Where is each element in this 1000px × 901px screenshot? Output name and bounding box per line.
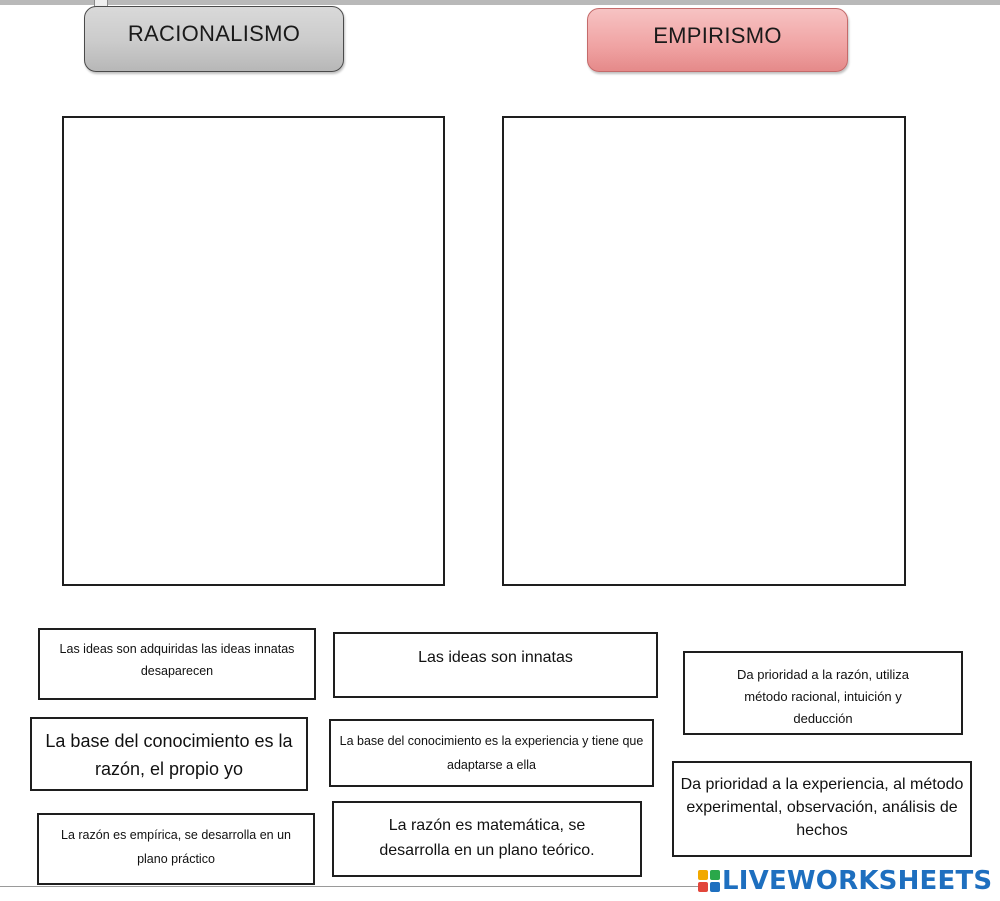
empirismo-heading [587,8,848,72]
liveworksheets-logo [698,866,992,896]
logo-grid-icon [698,870,720,892]
racionalismo-drop-zone[interactable] [62,116,445,586]
empirismo-drop-zone[interactable] [502,116,906,586]
logo-wordmark: LIVEWORKSHEETS [722,866,993,896]
bottom-divider [0,886,700,887]
card-text: La razón es empírica, se desarrolla en un plano práctico [61,828,291,866]
racionalismo-label: RACIONALISMO [127,21,301,46]
draggable-card[interactable] [30,717,308,791]
card-text: Las ideas son innatas [418,649,573,666]
draggable-card[interactable] [329,719,654,787]
draggable-card[interactable] [683,651,963,735]
card-text: Da prioridad a la experiencia, al método experimental, observación, análisis de hechos [680,776,964,839]
card-text: La base del conocimiento es la experiencia y tiene que adaptarse a ella [339,734,644,772]
draggable-card[interactable] [333,632,658,698]
draggable-card[interactable] [332,801,642,877]
card-text: La base del conocimiento es la razón, el propio yo [45,731,293,779]
draggable-card[interactable] [38,628,316,700]
racionalismo-heading [84,6,344,72]
card-text: La razón es matemática, se desarrolla en un plano teórico. [379,817,595,859]
card-text: Las ideas son adquiridas las ideas innatas desaparecen [59,642,295,678]
draggable-card[interactable] [37,813,315,885]
empirismo-label: EMPIRISMO [653,23,782,48]
top-toolbar-strip [0,0,1000,5]
draggable-card[interactable] [672,761,972,857]
card-text: Da prioridad a la razón, utiliza método racional, intuición y deducción [737,667,909,726]
